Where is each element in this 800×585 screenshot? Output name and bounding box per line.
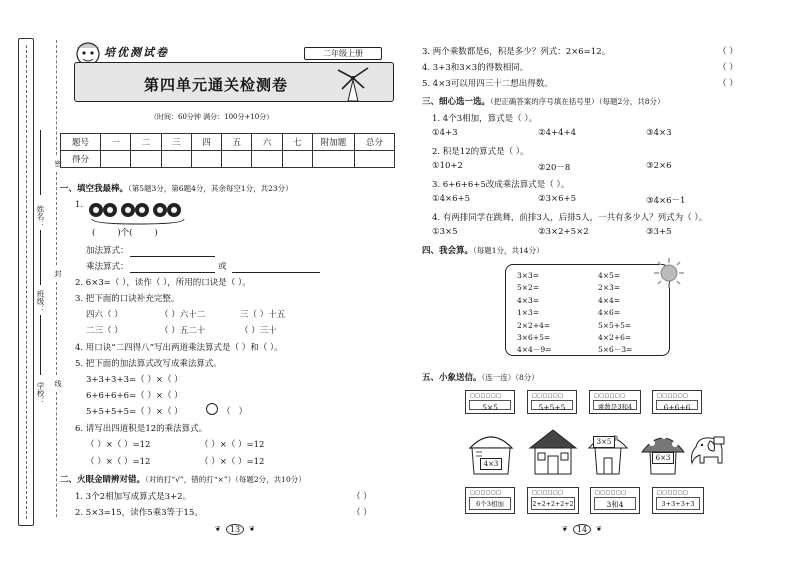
section2-heading-row bbox=[60, 473, 306, 485]
q5-row-3: 5+5+5+5=（ ）×（ ） bbox=[86, 407, 183, 417]
q5-row-2: 6+6+6+6=（ ）×（ ） bbox=[86, 391, 183, 401]
q3: 3. 把下面的口诀补充完整。 bbox=[75, 294, 180, 304]
choice-q1-opt1: ①4+3 bbox=[432, 128, 458, 138]
page-title: 第四单元通关检测卷 bbox=[144, 76, 289, 94]
q1-mul-input[interactable] bbox=[130, 272, 215, 273]
binding-line bbox=[26, 45, 27, 519]
grade-box bbox=[304, 47, 382, 60]
envelope-card[interactable]: □□□□□□ 5×5 bbox=[465, 390, 515, 414]
choice-q3-opt1: ①4×6+5 bbox=[432, 194, 471, 204]
q6-row-4: （ ）×（ ）=12 bbox=[200, 457, 265, 467]
grade-label: 二年级上册 bbox=[323, 49, 363, 58]
q1-group-label: ( )个( ) bbox=[92, 228, 158, 238]
house-label: 6×3 bbox=[652, 452, 674, 464]
calc-item: 4×3= bbox=[517, 295, 540, 305]
tf-item-2: 2. 5×3=15，读作5乘3等于15。 bbox=[75, 508, 203, 518]
calc-item: 4×5= bbox=[598, 271, 621, 280]
tf-answer-3[interactable]: （ ） bbox=[718, 47, 738, 57]
score-table bbox=[60, 133, 395, 168]
house-3[interactable] bbox=[585, 426, 631, 476]
choice-q3-opt3: ③4×6－1 bbox=[646, 196, 686, 206]
q1-number: 1. bbox=[75, 200, 84, 210]
house-2[interactable] bbox=[528, 426, 578, 476]
section1-heading-row bbox=[60, 182, 293, 194]
q6-row-3: （ ）×（ ）=12 bbox=[86, 457, 151, 467]
calc-item: 4×2+6= bbox=[598, 333, 632, 343]
binding-name-label: 姓名： bbox=[36, 205, 45, 228]
choice-q4-opt1: ①3×5 bbox=[432, 227, 458, 237]
section2-note: （对的打“√”，错的打“×”）（每题2分，共10分） bbox=[145, 475, 306, 484]
score-cell[interactable] bbox=[282, 151, 312, 168]
calc-item: 5×6－3= bbox=[598, 345, 633, 355]
score-cell[interactable] bbox=[131, 151, 161, 168]
house-4[interactable] bbox=[640, 426, 686, 476]
section4-heading: 四、我会算。 bbox=[422, 246, 474, 256]
section1-note: （第5题3分，第6题4分，其余每空1分，共23分） bbox=[128, 184, 293, 193]
section4-heading-row bbox=[422, 244, 544, 256]
score-cell[interactable] bbox=[313, 151, 355, 168]
choice-q2: 2. 积是12的算式是（ ）。 bbox=[432, 147, 529, 157]
envelope-card[interactable]: □□□□□□ 乘数是3和4 bbox=[589, 390, 641, 414]
house-icon bbox=[528, 426, 578, 476]
score-cell[interactable] bbox=[191, 151, 221, 168]
calc-item: 2×3= bbox=[598, 283, 621, 293]
choice-q1-opt2: ②4+4+4 bbox=[538, 128, 577, 138]
binding-school-label: 学校： bbox=[36, 382, 45, 405]
q4: 4. 用口诀“二四得八”写出两道乘法算式是（ ）和（ ）。 bbox=[75, 343, 283, 353]
q3-row2-b: （ ）五二十 bbox=[160, 326, 206, 336]
envelope-card[interactable]: □□□□□□ 6个3相加 bbox=[465, 487, 515, 514]
binding-char: 线 bbox=[54, 380, 62, 387]
q1-mul-row: 乘法算式： bbox=[86, 262, 129, 272]
choice-q2-opt1: ①10+2 bbox=[432, 161, 463, 171]
house-label: 4×3 bbox=[480, 458, 502, 470]
house-label: 3×5 bbox=[593, 436, 615, 448]
score-cell[interactable] bbox=[101, 151, 131, 168]
page-number-left: ❦ 13 ❦ bbox=[215, 525, 255, 534]
choice-q4-opt3: ③3+5 bbox=[646, 227, 672, 237]
calc-item: 4×4－9= bbox=[517, 345, 552, 355]
tf-answer-4[interactable]: （ ） bbox=[718, 63, 738, 73]
binding-char: 封 bbox=[54, 270, 62, 277]
calc-item: 5×2= bbox=[517, 283, 540, 293]
windmill-icon bbox=[334, 64, 372, 102]
envelope-card[interactable]: □□□□□□ 3和4 bbox=[590, 487, 640, 514]
tires-illustration bbox=[86, 200, 196, 220]
q1-add-input[interactable] bbox=[130, 256, 215, 257]
envelope-card[interactable]: □□□□□□ 5+5+5 bbox=[527, 390, 577, 414]
q3-row1-b: （ ）六十二 bbox=[160, 310, 206, 320]
tf-item-1: 1. 3个2相加写成算式是3+2。 bbox=[75, 492, 192, 502]
section2-heading: 二、火眼金睛辨对错。 bbox=[60, 475, 146, 485]
score-value-row: 得分 bbox=[61, 151, 395, 168]
q1-add-row: 加法算式： bbox=[86, 246, 129, 256]
score-cell[interactable] bbox=[252, 151, 282, 168]
envelope-card[interactable]: □□□□□□ 3+3+3+3 bbox=[652, 487, 704, 514]
tf-item-5: 5. 4×3可以用四三十二想出得数。 bbox=[422, 79, 553, 89]
section5-heading-row bbox=[422, 371, 539, 383]
section4-note: （每题1分，共14分） bbox=[473, 246, 544, 255]
calc-item: 4×6= bbox=[598, 308, 621, 318]
mushroom-house-icon bbox=[585, 426, 631, 476]
q6-row-1: （ ）×（ ）=12 bbox=[86, 440, 151, 450]
mushroom-house-icon bbox=[640, 426, 686, 476]
q3-row1-c: 三（ ）十五 bbox=[240, 310, 286, 320]
calc-item: 3×6+5= bbox=[517, 333, 551, 343]
house-1[interactable] bbox=[466, 428, 516, 476]
binding-class-label: 班级： bbox=[36, 290, 45, 313]
sun-icon bbox=[652, 256, 686, 290]
exam-meta: （时间：60分钟 满分：100分+10分） bbox=[150, 113, 274, 121]
score-cell[interactable] bbox=[161, 151, 191, 168]
choice-q3: 3. 6+6+6+5改成乘法算式是（ ）。 bbox=[432, 180, 570, 190]
calc-item: 5×5+5= bbox=[598, 320, 632, 330]
q1-or: 或 bbox=[218, 262, 227, 272]
elephant-icon bbox=[688, 435, 728, 469]
section5-heading: 五、小象送信。 bbox=[422, 373, 482, 383]
choice-q2-opt2: ②20－8 bbox=[538, 163, 571, 173]
tf-answer-5[interactable]: （ ） bbox=[718, 79, 738, 89]
brand-label: 培优测试卷 bbox=[104, 46, 169, 59]
q6-row-2: （ ）×（ ）=12 bbox=[200, 440, 265, 450]
q1-mul-input-2[interactable] bbox=[232, 272, 320, 273]
q6: 6. 请写出四道积是12的乘法算式。 bbox=[75, 424, 208, 434]
calc-left-column bbox=[517, 270, 551, 357]
choice-q2-opt3: ③2×6 bbox=[646, 161, 672, 171]
envelope-card[interactable]: □□□□□□ 6+6+6 bbox=[652, 390, 702, 414]
score-cell[interactable] bbox=[355, 151, 395, 168]
section3-heading: 三、细心选一选。 bbox=[422, 97, 491, 107]
q3-row2-a: 二三（ ） bbox=[86, 326, 123, 336]
tf-item-4: 4. 3+3和3×3的得数相同。 bbox=[422, 63, 529, 73]
tf-answer-2[interactable]: （ ） bbox=[352, 508, 372, 518]
calc-item: 2×2+4= bbox=[517, 320, 551, 330]
choice-q3-opt2: ②3×6+5 bbox=[538, 194, 577, 204]
choice-q1: 1. 4个3相加，算式是（ ）。 bbox=[432, 114, 538, 124]
section1-heading: 一、填空我最棒。 bbox=[60, 184, 129, 194]
page-number-right: ❦ 14 ❦ bbox=[562, 525, 602, 534]
section5-note: （连一连）（8分） bbox=[481, 373, 539, 382]
tf-item-3: 3. 两个乘数都是6，积是多少？列式：2×6=12。 bbox=[422, 47, 611, 57]
envelope-card[interactable]: □□□□□□ 2+2+2+2+2 bbox=[527, 487, 579, 514]
choice-q1-opt3: ③4×3 bbox=[646, 128, 672, 138]
q5: 5. 把下面的加法算式改写成乘法算式。 bbox=[75, 359, 222, 369]
compare-paren: （ ） bbox=[222, 407, 248, 417]
compare-circle[interactable] bbox=[206, 403, 218, 415]
calc-item: 4×4= bbox=[598, 295, 621, 305]
calc-item: 3×3= bbox=[517, 271, 540, 280]
header-banner bbox=[72, 38, 397, 103]
choice-q4: 4. 有两排同学在跳舞，前排3人，后排5人，一共有多少人？列式为（ ）。 bbox=[432, 213, 708, 223]
calc-right-column bbox=[598, 270, 632, 357]
q3-row2-c: （ ）三十 bbox=[240, 326, 277, 336]
section3-heading-row bbox=[422, 95, 665, 107]
q3-row1-a: 四六（ ） bbox=[86, 310, 123, 320]
binding-char: 密 bbox=[54, 160, 62, 167]
q5-row-1: 3+3+3+3=（ ）×（ ） bbox=[86, 375, 183, 385]
score-cell[interactable] bbox=[222, 151, 252, 168]
calc-item: 1×3= bbox=[517, 308, 540, 318]
tf-answer-1[interactable]: （ ） bbox=[352, 492, 372, 502]
q2: 2. 6×3=（ ），读作（ ），所用的口诀是（ ）。 bbox=[75, 278, 251, 288]
score-header-row: 题号 一 二 三 四 五 六 七 附加题 总分 bbox=[61, 134, 395, 151]
section3-note: （把正确答案的序号填在括号里）（每题2分，共8分） bbox=[490, 97, 665, 106]
choice-q4-opt2: ②3×2+5×2 bbox=[538, 227, 589, 237]
